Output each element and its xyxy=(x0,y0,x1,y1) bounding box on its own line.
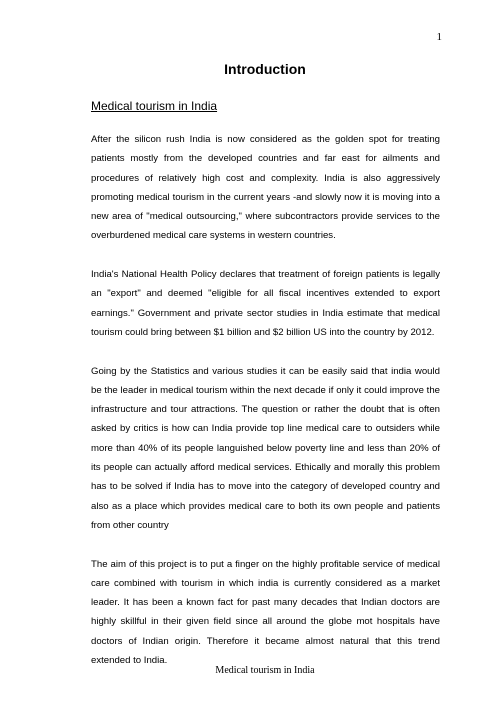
paragraph-2: India's National Health Policy declares that treatment of foreign patients is legally an "export" and deemed "eligible for all fiscal incentives extended to export earnings." Government and private sector studies in India estimate that medical tourism could bring between $1 billion and $2 billion US into the country by 2012. xyxy=(91,269,440,338)
paragraph-3: Going by the Statistics and various studies it can be easily said that india would be the leader in medical tourism within the next decade if only it could improve the infrastructure and tour attractions. The question or rather the doubt that is often asked by critics is how can India provide top line medical care to outsiders while more than 40% of its people languished below poverty line and less than 20% of its people can actually afford medical services. Ethically and morally this problem has to be solved if India has to move into the category of developed country and also as a place which provides medical care to both its own people and patients from other country xyxy=(91,365,440,531)
page-number: 1 xyxy=(436,31,442,43)
paragraph-4: The aim of this project is to put a finger on the highly profitable service of medical care combined with tourism in which india is currently considered as a market leader. It has been a known fact for past many decades that Indian doctors are highly skillful in their given field since all around the globe mot hospitals have doctors of Indian origin. Therefore it became almost natural that this trend extended to India. xyxy=(91,558,440,667)
body-text xyxy=(91,130,440,670)
page-title: Introduction xyxy=(224,61,306,77)
page-footer: Medical tourism in India xyxy=(215,665,315,676)
paragraph-1: After the silicon rush India is now considered as the golden spot for treating patients mostly from the developed countries and far east for ailments and procedures of relatively high cost and complexity. India is also aggressively promoting medical tourism in the current years -and slowly now it is moving into a new area of "medical outsourcing," where subcontractors provide services to the overburdened medical care systems in western countries. xyxy=(91,134,440,242)
section-heading: Medical tourism in India xyxy=(91,99,218,113)
